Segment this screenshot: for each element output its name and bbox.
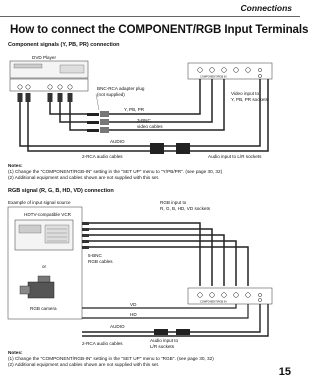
adapter-label-2: (not supplied)	[97, 92, 125, 97]
ypbpr-label: Y, PB, PR	[124, 107, 145, 112]
rgb-audio-label: AUDIO	[110, 324, 125, 329]
component-rca-label: 2-RCA audio cables	[82, 154, 123, 159]
page-title: How to connect the COMPONENT/RGB Input Terminals	[10, 23, 309, 36]
rgb-audio-input-label-1: Audio input to	[150, 338, 179, 343]
component-diagram	[10, 55, 272, 159]
rgb-heading: RGB signal (R, G, B, HD, VD) connection	[8, 188, 114, 194]
example-label: Example of input signal source	[8, 200, 71, 205]
component-heading: Component signals (Y, PB, PR) connection	[8, 42, 120, 48]
rgb-note-2: (2) Additional equipment and cables shown are not supplied with this set.	[8, 362, 160, 368]
component-audio-label: AUDIO	[110, 139, 125, 144]
rgb-input-label-1: RGB input to	[160, 200, 187, 205]
component-notes-title: Notes:	[8, 163, 23, 168]
vd-label: VD	[130, 302, 137, 307]
rgb-rca-label: 2-RCA audio cables	[82, 341, 123, 346]
rgb-input-label-2: R, G, B, HD, VD sockets	[160, 206, 211, 211]
page-number: 15	[278, 366, 291, 378]
rgb-camera-label: RGB camera	[30, 306, 57, 311]
video-input-label-1: Video input to	[231, 91, 260, 96]
component-note-2: (2) Additional equipment and cables shown are not supplied with this set.	[8, 175, 160, 181]
hd-label: HD	[130, 312, 137, 317]
rgb-bnc-label-2: RGB cables	[88, 259, 113, 264]
hdtv-label: HDTV-compatible VCR	[24, 212, 71, 217]
rgb-notes	[8, 350, 292, 369]
or-label: or	[42, 264, 47, 269]
rgb-note-1: (1) Change the "COMPONENT/RGB-IN" setting in the "SET UP" menu to "RGB". (see page 30, 32)	[8, 356, 214, 362]
component-audio-input-label: Audio input to L/R sockets	[208, 154, 262, 159]
video-input-label-2: Y, PB, PR sockets	[231, 97, 268, 102]
rgb-camera-icon	[28, 282, 54, 298]
rgb-audio-input-label-2: L/R sockets	[150, 344, 174, 349]
section-title: Connections	[240, 3, 292, 13]
bnc-cables-label-1: 3-BNC	[137, 118, 151, 123]
rgb-diagram	[8, 200, 272, 349]
dvd-player-label: DVD Player	[32, 55, 56, 60]
component-notes	[8, 163, 292, 182]
rgb-bnc-label-1: 5-BNC	[88, 253, 102, 258]
component-note-1: (1) Change the "COMPONENT/RGB-IN" setting in the "SET UP" menu to "Y/PB/PR". (see page 30, 32)	[8, 169, 223, 175]
rgb-panel-label: COMPONENT/RGB IN	[200, 300, 227, 304]
adapter-label-1: BNC-RCA adapter plug	[97, 86, 145, 91]
component-panel-label: COMPONENT/RGB IN	[200, 75, 227, 79]
rgb-notes-title: Notes:	[8, 350, 23, 355]
bnc-cables-label-2: video cables	[137, 124, 163, 129]
